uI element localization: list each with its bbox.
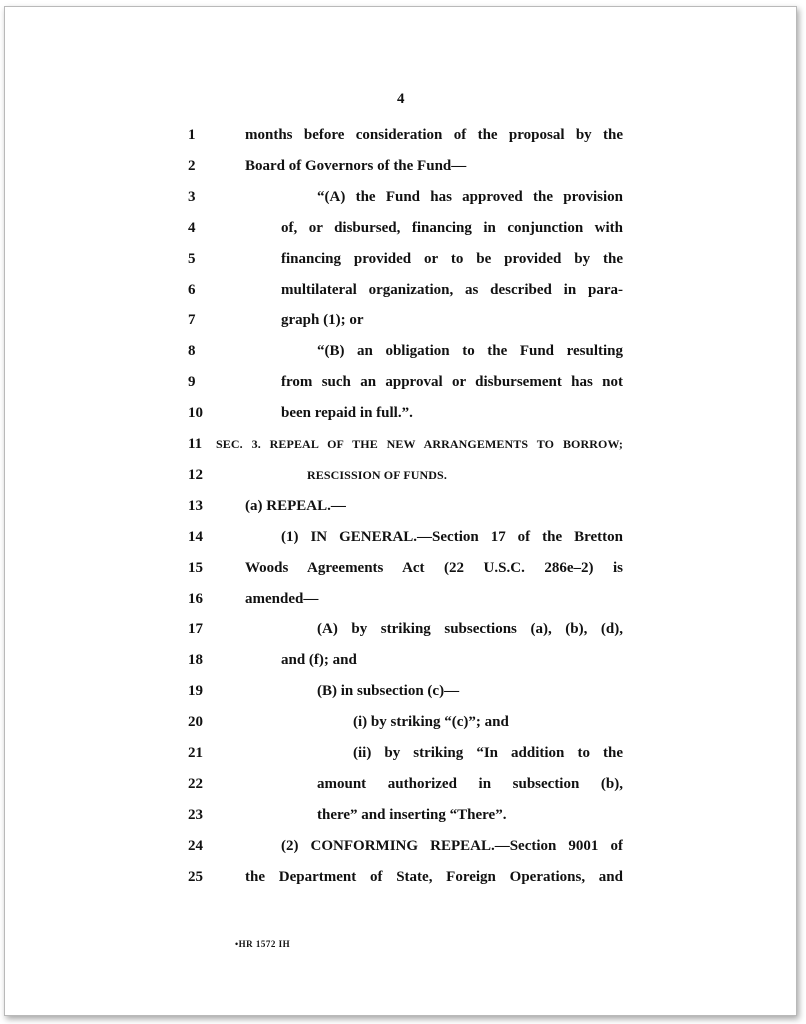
- line-number: 5: [188, 250, 196, 267]
- bill-line: [5, 803, 796, 827]
- document-page: [4, 6, 797, 1016]
- line-text: (ii) by striking “In addition to the: [353, 745, 623, 761]
- line-number: 24: [188, 837, 203, 854]
- section-heading-text: SEC. 3. REPEAL OF THE NEW ARRANGEMENTS TO BORROW;: [216, 437, 623, 451]
- line-number: 21: [188, 745, 203, 761]
- bill-line: [5, 370, 796, 394]
- line-text: Board of Governors of the Fund—: [245, 157, 467, 174]
- line-text: (A) by striking subsections (a), (b), (d),: [317, 621, 623, 638]
- bill-line: [5, 834, 796, 858]
- bill-line: [5, 494, 796, 518]
- line-number: 16: [188, 590, 203, 607]
- line-number: 8: [188, 343, 196, 360]
- line-number: 20: [188, 714, 203, 731]
- bill-line: [5, 247, 796, 271]
- line-text: amended—: [245, 590, 319, 607]
- line-text: (i) by striking “(c)”; and: [353, 714, 509, 731]
- bill-line: [5, 123, 796, 147]
- line-text: (2) CONFORMING REPEAL.—Section 9001 of: [281, 837, 623, 854]
- line-number: 9: [188, 374, 196, 391]
- line-number: 15: [188, 559, 203, 576]
- bill-line: [5, 278, 796, 302]
- line-number: 13: [188, 497, 203, 514]
- line-number: 3: [188, 188, 196, 205]
- bill-line: [5, 772, 796, 796]
- line-text: financing provided or to be provided by the: [281, 250, 623, 267]
- line-number: 2: [188, 157, 196, 174]
- line-number: 18: [188, 652, 203, 669]
- line-text: Woods Agreements Act (22 U.S.C. 286e–2) is: [245, 559, 623, 576]
- line-text: (B) in subsection (c)—: [317, 683, 460, 700]
- line-number: 22: [188, 775, 203, 792]
- line-number: 12: [188, 466, 203, 483]
- bill-identifier: •HR 1572 IH: [235, 939, 291, 949]
- bill-line: [5, 587, 796, 611]
- page-number: 4: [397, 91, 405, 107]
- bill-line: [5, 308, 796, 332]
- line-number: 17: [188, 621, 203, 638]
- bill-line: [5, 710, 796, 734]
- bill-line: [5, 401, 796, 425]
- line-text: multilateral organization, as described in para-: [281, 281, 623, 298]
- line-number: 11: [188, 436, 203, 452]
- bill-line: [5, 432, 796, 456]
- line-text: from such an approval or disbursement has not: [281, 374, 623, 391]
- line-number: 23: [188, 806, 203, 823]
- line-number: 14: [188, 528, 203, 545]
- line-number: 10: [188, 405, 203, 422]
- line-number: 25: [188, 868, 203, 885]
- bill-line: [5, 154, 796, 178]
- bill-line: [5, 185, 796, 209]
- bill-line: [5, 617, 796, 641]
- line-text: (a) REPEAL.—: [245, 497, 346, 514]
- bill-line: [5, 463, 796, 487]
- line-text: of, or disbursed, financing in conjunction with: [281, 219, 623, 236]
- line-text: “(B) an obligation to the Fund resulting: [317, 343, 623, 360]
- line-number: 1: [188, 127, 196, 143]
- line-text: and (f); and: [281, 652, 357, 669]
- line-text: been repaid in full.”.: [281, 405, 413, 422]
- bill-line: [5, 339, 796, 363]
- line-text: (1) IN GENERAL.—Section 17 of the Bretton: [281, 528, 623, 545]
- line-text: amount authorized in subsection (b),: [317, 775, 623, 792]
- line-text: graph (1); or: [281, 312, 364, 329]
- bill-line: [5, 679, 796, 703]
- line-number: 19: [188, 683, 203, 700]
- bill-line: [5, 556, 796, 580]
- section-heading-text: RESCISSION OF FUNDS.: [307, 467, 447, 482]
- bill-line: [5, 525, 796, 549]
- line-number: 6: [188, 281, 196, 298]
- line-number: 4: [188, 219, 196, 236]
- bill-line: [5, 216, 796, 240]
- line-text: “(A) the Fund has approved the provision: [317, 188, 623, 205]
- line-text: there” and inserting “There”.: [317, 806, 507, 823]
- bill-line: [5, 865, 796, 889]
- line-text: the Department of State, Foreign Operations, and: [245, 868, 623, 885]
- line-text: months before consideration of the proposal by the: [245, 127, 623, 143]
- bill-line: [5, 741, 796, 765]
- line-number: 7: [188, 312, 196, 329]
- bill-line: [5, 648, 796, 672]
